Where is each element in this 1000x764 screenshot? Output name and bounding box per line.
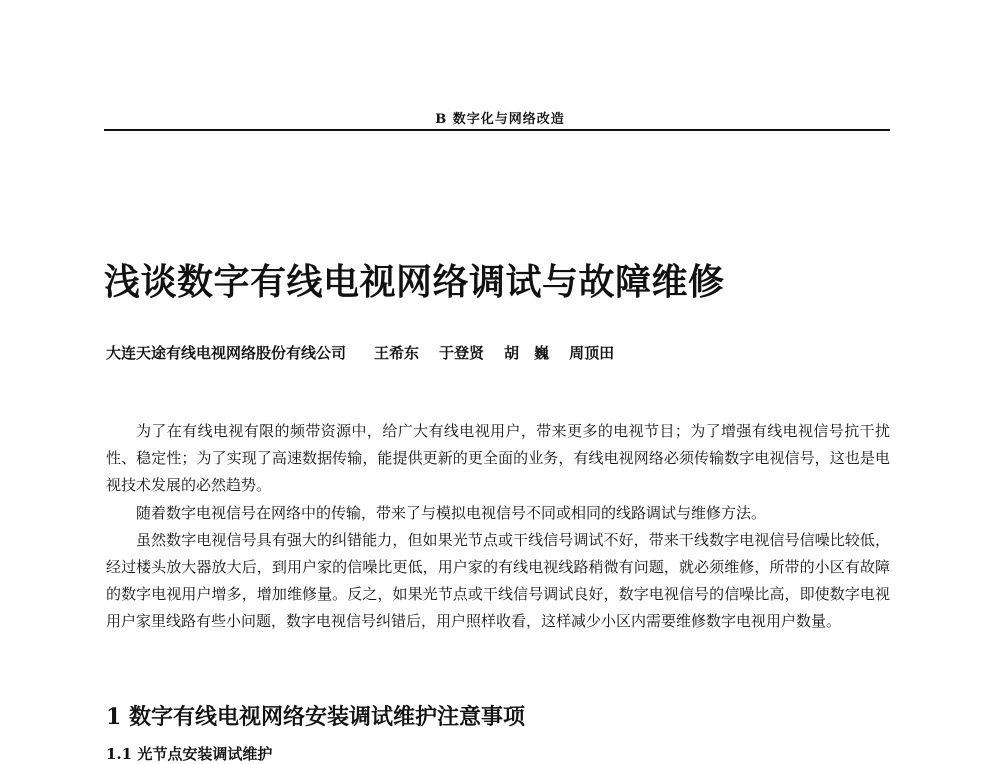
author-name: 王希东 xyxy=(374,344,420,362)
subsection-heading: 1.1 光节点安装调试维护 xyxy=(106,745,273,763)
paragraph: 虽然数字电视信号具有强大的纠错能力，但如果光节点或干线信号调试不好，带来干线数字电视信号信噪比较低，经过楼头放大器放大后，到用户家的信噪比更低，用户家的有线电视线路稍微有问题，就必须维修，所带的小区有故障的数字电视用户增多，增加维修量。反之，如果光节点或干线信号调试良好，数字电视信号的信噪比高，即使数字电视用户家里线路有些小问题，数字电视信号纠错后，用户照样收看，这样减少小区内需要维修数字电视用户数量。 xyxy=(106,530,890,631)
author-name: 周顶田 xyxy=(569,344,615,362)
paragraph: 为了在有线电视有限的频带资源中，给广大有线电视用户，带来更多的电视节目；为了增强有线电视信号抗干扰性、稳定性；为了实现了高速数据传输，能提供更新的更全面的业务，有线电视网络必须传输数字电视信号，这也是电视技术发展的必然趋势。 xyxy=(106,422,890,495)
affiliation: 大连天途有线电视网络股份有线公司 xyxy=(106,344,347,362)
article-title: 浅谈数字有线电视网络调试与故障维修 xyxy=(104,261,725,303)
article-body xyxy=(106,418,890,636)
paragraph: 随着数字电视信号在网络中的传输，带来了与模拟电视信号不同或相同的线路调试与维修方法。 xyxy=(136,503,767,522)
section-heading: 1 数字有线电视网络安装调试维护注意事项 xyxy=(106,704,525,730)
running-header: B 数字化与网络改造 xyxy=(435,112,565,127)
header-rule xyxy=(104,129,890,131)
author-line xyxy=(106,342,614,363)
author-name: 胡 巍 xyxy=(504,344,550,362)
author-name: 于登贤 xyxy=(439,344,485,362)
